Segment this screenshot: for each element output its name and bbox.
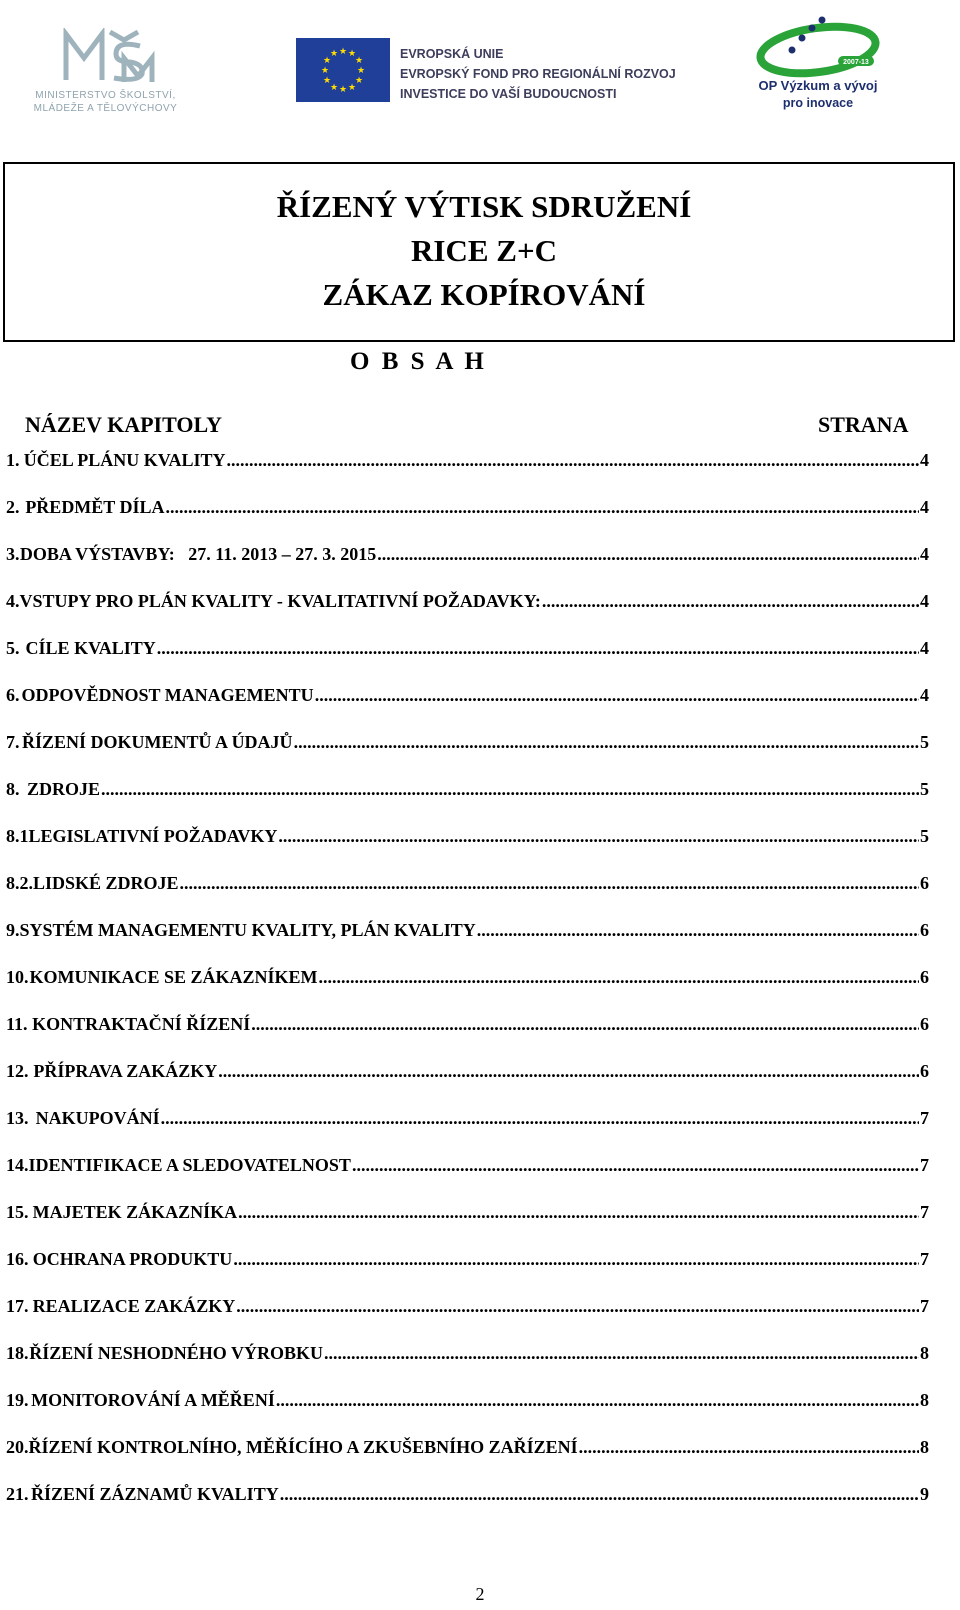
svg-text:★: ★ (356, 66, 366, 76)
op-vyzkum-logo (752, 12, 892, 122)
toc-page: 5 (920, 826, 929, 846)
svg-text:★: ★ (329, 83, 339, 93)
toc-entry[interactable] (6, 729, 929, 755)
toc-leader (226, 447, 919, 473)
controlled-copy-box (3, 162, 955, 342)
eu-logo (296, 38, 676, 104)
toc-leader (278, 823, 919, 849)
toc-leader (251, 1011, 919, 1037)
toc-title: ŘÍZENÍ KONTROLNÍHO, MĚŘÍCÍHO A ZKUŠEBNÍHO ZAŘÍZENÍ (28, 1437, 578, 1457)
toc-entry[interactable] (6, 870, 929, 896)
toc-entry[interactable] (6, 776, 929, 802)
toc-number: 8.2. (6, 873, 33, 893)
toc-leader (579, 1434, 919, 1460)
toc-title: PŘÍPRAVA ZAKÁZKY (33, 1061, 218, 1081)
toc-entry[interactable] (6, 588, 929, 614)
toc-page: 7 (920, 1296, 929, 1316)
toc-title: ODPOVĚDNOST MANAGEMENTU (21, 685, 314, 705)
toc-title: MAJETEK ZÁKAZNÍKA (32, 1202, 238, 1222)
toc-leader (377, 541, 919, 567)
toc-title: CÍLE KVALITY (25, 638, 156, 658)
toc-title: DOBA VÝSTAVBY: 27. 11. 2013 – 27. 3. 2015 (19, 544, 377, 564)
svg-text:★: ★ (320, 66, 330, 76)
toc-leader (101, 776, 919, 802)
toc-number: 6. (6, 685, 20, 705)
toc-leader (477, 917, 919, 943)
toc-entry[interactable] (6, 1481, 929, 1507)
toc-title: PŘEDMĚT DÍLA (25, 497, 165, 517)
toc-entry[interactable] (6, 964, 929, 990)
toc-title: NAKUPOVÁNÍ (35, 1108, 160, 1128)
op-logo-years: 2007-13 (843, 59, 869, 66)
msmt-logo-icon (62, 28, 158, 84)
title-line-2: RICE Z+C (411, 233, 557, 268)
svg-text:★: ★ (347, 49, 357, 59)
svg-text:★: ★ (329, 49, 339, 59)
toc-entry[interactable] (6, 1340, 929, 1366)
toc-title: KONTRAKTAČNÍ ŘÍZENÍ (32, 1014, 251, 1034)
toc-title: LIDSKÉ ZDROJE (33, 873, 179, 893)
svg-text:★: ★ (338, 85, 348, 95)
toc-entry[interactable] (6, 1058, 929, 1084)
toc-entry[interactable] (6, 917, 929, 943)
eu-flag-icon (296, 38, 390, 102)
toc-entry[interactable] (6, 447, 929, 473)
toc-page: 6 (920, 1014, 929, 1034)
msmt-logo-line1: MINISTERSTVO ŠKOLSTVÍ, (35, 90, 176, 101)
toc-title: KOMUNIKACE SE ZÁKAZNÍKEM (29, 967, 318, 987)
toc-entry[interactable] (6, 1011, 929, 1037)
toc-page: 5 (920, 779, 929, 799)
toc-title: ZDROJE (26, 779, 100, 799)
toc-entry[interactable] (6, 1152, 929, 1178)
toc-entry[interactable] (6, 1199, 929, 1225)
svg-text:★: ★ (322, 76, 332, 86)
toc-number: 9. (6, 920, 20, 940)
column-header-page: STRANA (818, 412, 909, 437)
toc-entry[interactable] (6, 541, 929, 567)
msmt-logo (18, 28, 193, 116)
toc-leader (233, 1246, 919, 1272)
toc-page: 6 (920, 967, 929, 987)
toc-entry[interactable] (6, 635, 929, 661)
toc-entry[interactable] (6, 1246, 929, 1272)
toc-leader (542, 588, 919, 614)
title-line-1: ŘÍZENÝ VÝTISK SDRUŽENÍ (276, 189, 692, 224)
eu-logo-line2: EVROPSKÝ FOND PRO REGIONÁLNÍ ROZVOJ (400, 67, 676, 81)
toc-leader (161, 1105, 919, 1131)
toc-number: 16. (6, 1249, 29, 1269)
toc-number: 12. (6, 1061, 29, 1081)
op-logo-line1: OP Výzkum a vývoj (758, 78, 878, 93)
toc-page: 8 (920, 1437, 929, 1457)
toc-page: 5 (920, 732, 929, 752)
toc-number: 3. (6, 544, 20, 564)
title-line-3: ZÁKAZ KOPÍROVÁNÍ (322, 277, 646, 312)
toc-page: 4 (919, 497, 929, 517)
toc-page: 4 (920, 685, 929, 705)
toc-entry[interactable] (6, 1105, 929, 1131)
toc-page: 4 (920, 638, 929, 658)
toc-title: OCHRANA PRODUKTU (32, 1249, 233, 1269)
toc-number: 11. (6, 1014, 28, 1034)
toc-number: 21. (6, 1484, 29, 1504)
msmt-logo-line2: MLÁDEŽE A TĚLOVÝCHOVY (33, 103, 178, 114)
toc-title: ÚČEL PLÁNU KVALITY (23, 450, 226, 470)
toc-number: 20. (6, 1437, 29, 1457)
svg-text:★: ★ (338, 47, 348, 57)
toc-number: 14. (6, 1155, 29, 1175)
toc-leader (324, 1340, 919, 1366)
toc-title: MONITOROVÁNÍ A MĚŘENÍ (31, 1390, 275, 1410)
toc-page: 7 (920, 1155, 929, 1175)
toc-title: REALIZACE ZAKÁZKY (32, 1296, 236, 1316)
toc-leader (294, 729, 919, 755)
toc-entry[interactable] (6, 682, 929, 708)
toc-title: VSTUPY PRO PLÁN KVALITY - KVALITATIVNÍ POŽADAVKY: (19, 591, 541, 611)
eu-logo-text (400, 44, 676, 104)
column-header-chapter: NÁZEV KAPITOLY (25, 412, 223, 437)
toc-entry[interactable] (6, 1434, 929, 1460)
toc-leader (180, 870, 919, 896)
toc-leader (236, 1293, 919, 1319)
toc-title: IDENTIFIKACE A SLEDOVATELNOST (28, 1155, 351, 1175)
logo-header (0, 0, 960, 140)
eu-stars-icon (296, 38, 390, 102)
svg-text:★: ★ (347, 83, 357, 93)
op-vyzkum-logo-icon (752, 12, 892, 84)
toc-page: 8 (920, 1343, 929, 1363)
toc-entry[interactable] (6, 1387, 929, 1413)
svg-text:★: ★ (354, 76, 364, 86)
toc-number: 4. (6, 591, 20, 611)
toc-leader (315, 682, 919, 708)
toc-leader (280, 1481, 919, 1507)
toc-leader (166, 494, 919, 520)
toc-leader (157, 635, 919, 661)
toc-entry[interactable] (6, 494, 929, 520)
toc-number: 18. (6, 1343, 29, 1363)
toc-number: 5. (6, 638, 20, 658)
toc-leader (319, 964, 920, 990)
toc-leader (218, 1058, 919, 1084)
toc-entry[interactable] (6, 1293, 929, 1319)
toc-page: 6 (920, 873, 929, 893)
toc-number: 17. (6, 1296, 29, 1316)
toc-number: 1. (6, 450, 20, 470)
page-number: 2 (475, 1584, 485, 1604)
eu-logo-line3: INVESTICE DO VAŠÍ BUDOUCNOSTI (400, 87, 617, 101)
toc-page: 4 (920, 450, 929, 470)
svg-text:★: ★ (354, 56, 364, 66)
toc-page: 6 (920, 1061, 929, 1081)
toc-number: 19. (6, 1390, 29, 1410)
toc-page: 4 (920, 591, 929, 611)
toc-entry[interactable] (6, 823, 929, 849)
contents-heading: O B S A H (350, 348, 487, 375)
toc-leader (238, 1199, 919, 1225)
toc-page: 4 (920, 544, 929, 564)
toc-leader (276, 1387, 919, 1413)
toc-title: ŘÍZENÍ ZÁZNAMŮ KVALITY (30, 1484, 279, 1504)
toc-number: 13. (6, 1108, 29, 1128)
toc-title: ŘÍZENÍ DOKUMENTŮ A ÚDAJŮ (22, 732, 293, 752)
toc-page: 8 (920, 1390, 929, 1410)
toc-page: 6 (920, 920, 929, 940)
toc-title: LEGISLATIVNÍ POŽADAVKY (28, 826, 278, 846)
toc-number: 7. (6, 732, 20, 752)
toc-page: 9 (920, 1484, 929, 1504)
toc-page: 7 (920, 1108, 929, 1128)
toc-title: ŘÍZENÍ NESHODNÉHO VÝROBKU (29, 1343, 323, 1363)
toc-number: 8.1 (6, 826, 29, 846)
toc-page: 7 (920, 1249, 929, 1269)
svg-text:★: ★ (322, 56, 332, 66)
toc-number: 10. (6, 967, 29, 987)
toc-title: SYSTÉM MANAGEMENTU KVALITY, PLÁN KVALITY (19, 920, 476, 940)
toc-number: 8. (6, 779, 20, 799)
op-logo-line2: pro inovace (782, 96, 854, 110)
eu-logo-line1: EVROPSKÁ UNIE (400, 47, 504, 61)
toc-number: 2. (6, 497, 20, 517)
toc-page: 7 (920, 1202, 929, 1222)
toc-leader (352, 1152, 919, 1178)
toc-number: 15. (6, 1202, 29, 1222)
